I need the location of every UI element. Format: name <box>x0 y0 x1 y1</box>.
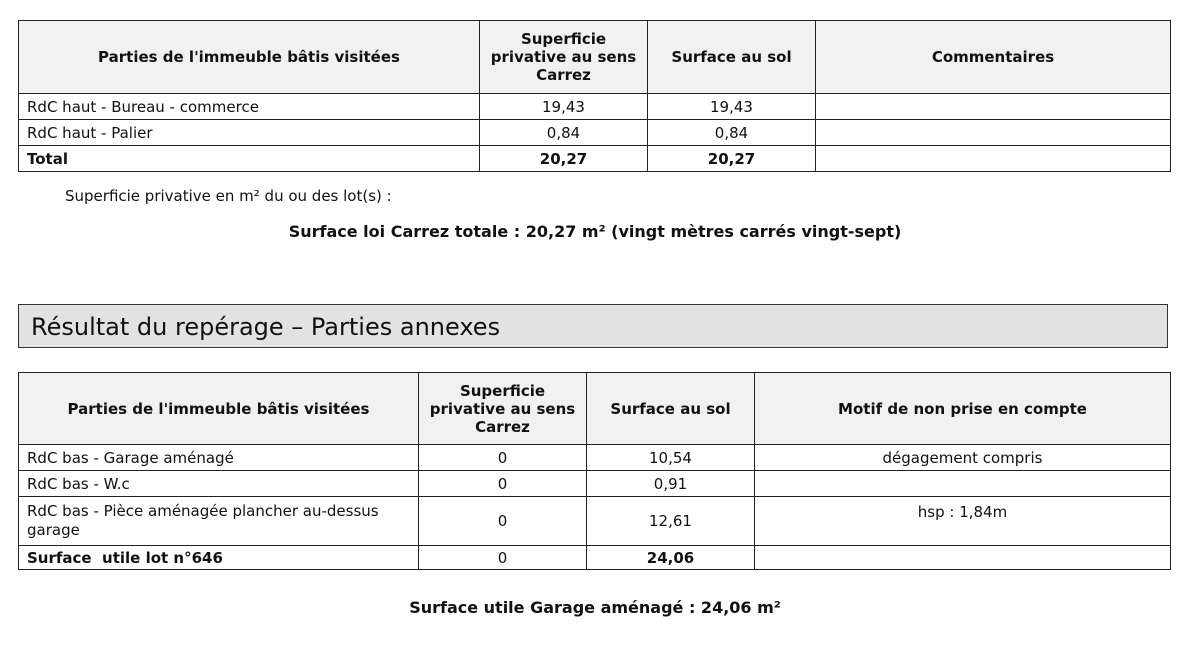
table-header-row <box>19 373 1171 445</box>
table-row <box>19 445 1171 471</box>
total-commentaire <box>816 146 1171 172</box>
total-label: Total <box>19 146 480 172</box>
cell-partie: RdC bas - W.c <box>19 471 419 497</box>
cell-sol: 0,84 <box>648 120 816 146</box>
total-label: Surface utile lot n°646 <box>19 546 419 570</box>
carrez-table <box>18 20 1171 172</box>
header-sol: Surface au sol <box>587 373 755 445</box>
carrez-total-summary: Surface loi Carrez totale : 20,27 m² (vingt mètres carrés vingt-sept) <box>288 222 902 241</box>
cell-motif <box>755 471 1171 497</box>
section-title: Résultat du repérage – Parties annexes <box>18 304 1168 348</box>
table-row <box>19 471 1171 497</box>
cell-carrez: 0 <box>419 471 587 497</box>
total-carrez: 20,27 <box>480 146 648 172</box>
cell-carrez: 0 <box>419 497 587 546</box>
total-sol: 24,06 <box>587 546 755 570</box>
cell-motif: dégagement compris <box>755 445 1171 471</box>
total-sol: 20,27 <box>648 146 816 172</box>
total-carrez: 0 <box>419 546 587 570</box>
cell-commentaire <box>816 120 1171 146</box>
cell-carrez: 0 <box>419 445 587 471</box>
cell-commentaire <box>816 94 1171 120</box>
privative-note: Superficie privative en m² du ou des lot(s) : <box>65 187 392 205</box>
cell-motif: hsp : 1,84m <box>755 497 1171 546</box>
cell-carrez: 0,84 <box>480 120 648 146</box>
cell-partie: RdC bas - Garage aménagé <box>19 445 419 471</box>
header-carrez: Superficie privative au sens Carrez <box>419 373 587 445</box>
header-parties: Parties de l'immeuble bâtis visitées <box>19 373 419 445</box>
cell-carrez: 19,43 <box>480 94 648 120</box>
total-motif <box>755 546 1171 570</box>
total-row <box>19 546 1171 570</box>
table-row <box>19 497 1171 546</box>
table-row <box>19 94 1171 120</box>
header-sol: Surface au sol <box>648 21 816 94</box>
total-row <box>19 146 1171 172</box>
cell-partie: RdC haut - Bureau - commerce <box>19 94 480 120</box>
cell-sol: 0,91 <box>587 471 755 497</box>
header-carrez: Superficie privative au sens Carrez <box>480 21 648 94</box>
garage-total-summary: Surface utile Garage aménagé : 24,06 m² <box>409 598 781 617</box>
cell-sol: 19,43 <box>648 94 816 120</box>
header-motif: Motif de non prise en compte <box>755 373 1171 445</box>
cell-partie: RdC bas - Pièce aménagée plancher au-dessus garage <box>19 497 419 546</box>
header-parties: Parties de l'immeuble bâtis visitées <box>19 21 480 94</box>
table-row <box>19 120 1171 146</box>
header-commentaires: Commentaires <box>816 21 1171 94</box>
annexes-table <box>18 372 1171 570</box>
cell-sol: 12,61 <box>587 497 755 546</box>
cell-partie: RdC haut - Palier <box>19 120 480 146</box>
cell-sol: 10,54 <box>587 445 755 471</box>
table-header-row <box>19 21 1171 94</box>
